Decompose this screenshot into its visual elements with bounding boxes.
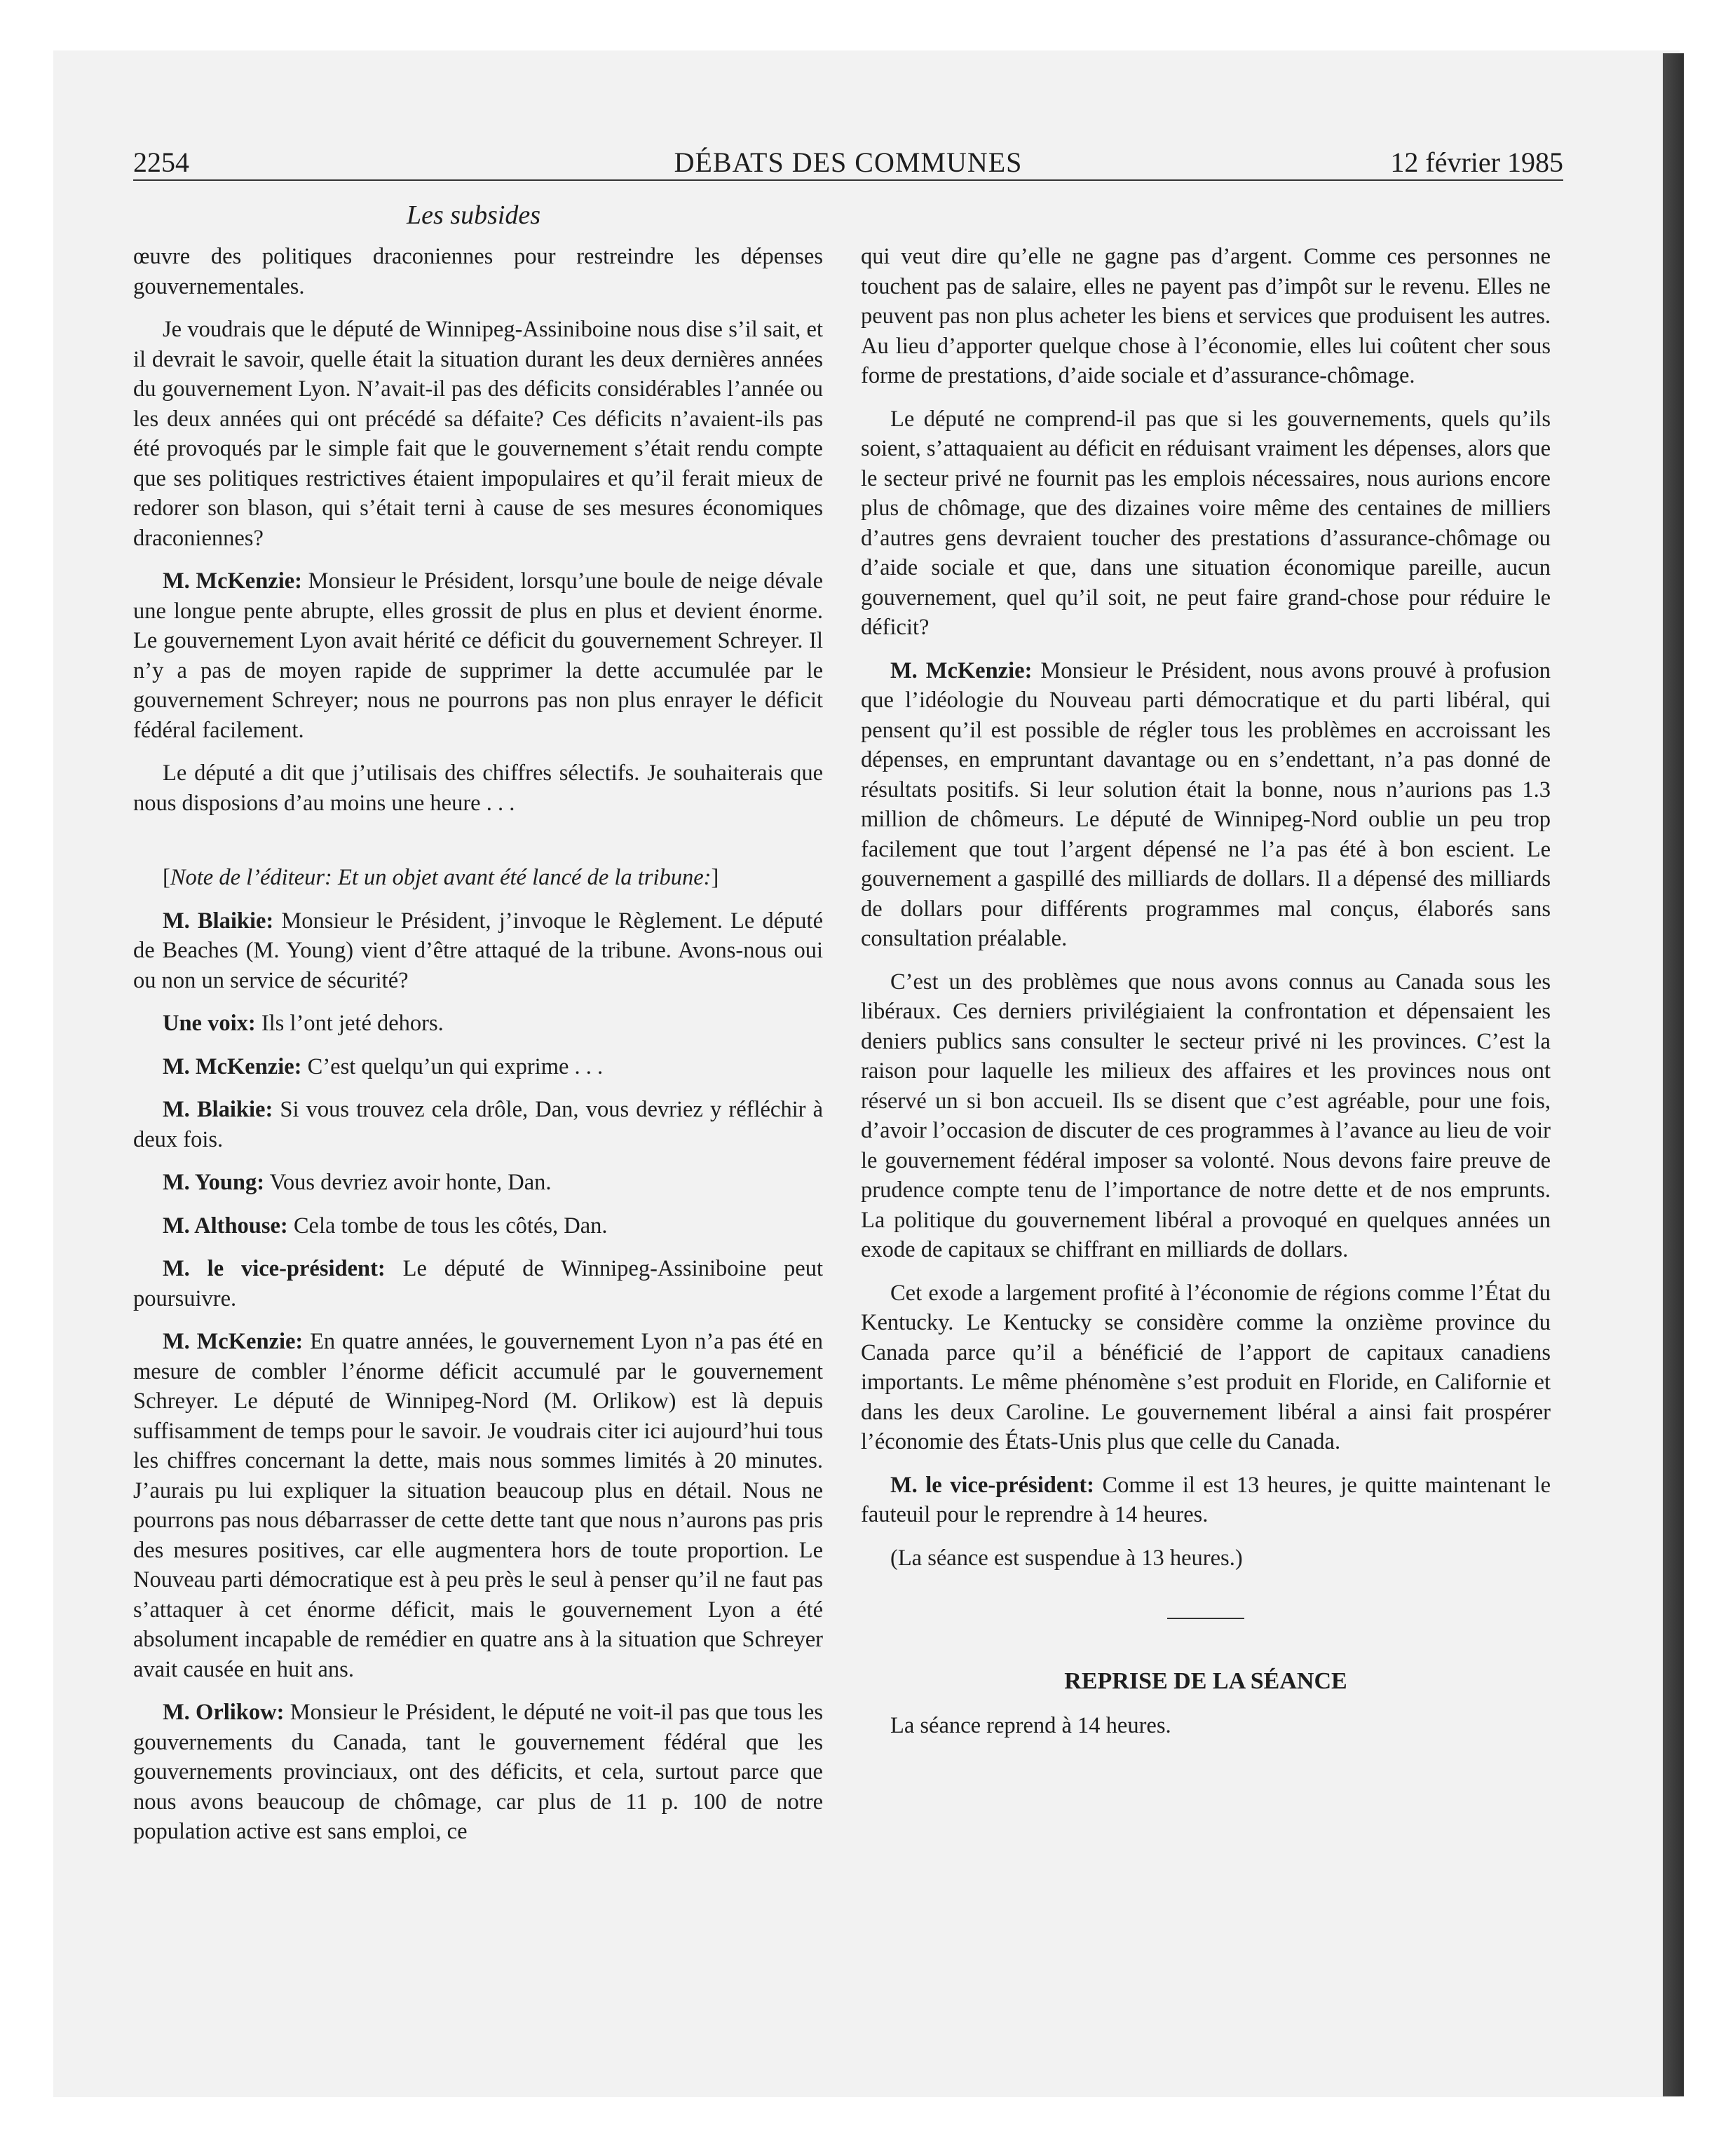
speaker-name: M. Young: [163, 1170, 265, 1195]
speech-text: Si vous trouvez cela drôle, Dan, vous devriez y réfléchir à deux fois. [133, 1097, 823, 1152]
running-header [133, 146, 1563, 181]
speech-text: C’est quelqu’un qui exprime . . . [307, 1053, 604, 1079]
speaker-name: M. Blaikie: [163, 908, 274, 934]
publication-date: 12 février 1985 [1390, 146, 1563, 178]
note-bracket-open: [ [163, 865, 170, 890]
speaker-name: M. Althouse: [163, 1213, 288, 1239]
speech-text: Vous devriez avoir honte, Dan. [269, 1170, 552, 1195]
paragraph: Le député ne comprend-il pas que si les gouvernements, quels qu’ils soient, s’attaquaient au déficit en réduisant vraiment les dépenses, alors que le secteur privé ne fournit pas les emplois nécessaires, nous aurions encore plus de chômage, que des dizaines voire même des centaines de milliers d’autres gens devraient toucher des prestations d’assurance-chômage ou d’aide sociale et que, dans une situation économique pareille, aucun gouvernement, quel qu’il soit, ne peut faire grand-chose pour réduire le déficit? [861, 406, 1551, 640]
speaker-name: M. McKenzie: [163, 1329, 304, 1354]
speech-text: Monsieur le Président, lorsqu’une boule de neige dévale une longue pente abrupte, elles grossit de plus en plus et devient énorme. Le gouvernement Lyon avait hérité ce déficit du gouvernement Schreyer. Il n’y a pas de moyen rapide de supprimer la dette accumulée par le gouvernement Schreyer; nous ne pourrons pas non plus enrayer le déficit fédéral facilement. [133, 568, 824, 743]
speaker-name: M. Orlikow: [163, 1700, 285, 1725]
speaker-name: M. Blaikie: [163, 1097, 273, 1122]
paragraph: Je voudrais que le député de Winnipeg-Assiniboine nous dise s’il sait, et il devrait le savoir, quelle était la situation durant les deux dernières années du gouvernement Lyon. N’avait-il pas des déficits considérables l’année ou les deux années qui ont précédé sa défaite? Ces déficits n’avaient-ils pas été provoqués par le simple fait que le gouvernement s’était rendu compte que ses politiques restrictives étaient impopulaires et qu’il ferait mieux de redorer son blason, qui s’était terni à cause de ses mesures économiques draconiennes? [133, 317, 823, 551]
paragraph [133, 1009, 823, 1039]
paragraph [133, 1254, 823, 1314]
paragraph [133, 1211, 823, 1241]
speech-text: Le député de Winnipeg-Assiniboine peut poursuivre. [133, 1256, 824, 1311]
left-column [133, 242, 823, 1860]
section-divider [1167, 1618, 1244, 1619]
paragraph: C’est un des problèmes que nous avons connus au Canada sous les libéraux. Ces derniers privilégiaient la confrontation et dépensaient les deniers publics sans consulter le secteur privé ni les provinces. C’est la raison pour laquelle les milieux des affaires et les provinces nous ont réservé un si bon accueil. Ils se disent que c’est agréable, pour une fois, d’avoir l’occasion de discuter de ces programmes à l’avance au lieu de voir le gouvernement fédéral imposer sa volonté. Nous devons faire preuve de prudence compte tenu de l’importance de notre dette et de nos emprunts. La politique du gouvernement libéral a provoqué en quelques années un exode de capitaux se chiffrant en milliards de dollars. [861, 969, 1551, 1262]
right-column [861, 242, 1551, 1754]
paragraph [133, 566, 823, 745]
speech-text: Monsieur le Président, le député ne voit-il pas que tous les gouvernements du Canada, tant le gouvernement fédéral que les gouvernements provinciaux, ont des déficits, et cela, surtout parce que nous avons beaucoup de chômage, car plus de 11 p. 100 de notre population active est sans emploi, ce [133, 1700, 823, 1844]
speaker-name: M. McKenzie: [163, 1053, 302, 1079]
paragraph: Cet exode a largement profité à l’économie de régions comme l’État du Kentucky. Le Kentucky se considère comme la onzième province du Canada parce qu’il a bénéficié de l’apport de capitaux canadiens importants. Le même phénomène s’est produit en Floride, en Californie et dans les deux Caroline. Le gouvernement libéral a ainsi fait prospérer l’économie des États-Unis plus que celle du Canada. [861, 1280, 1551, 1454]
paragraph [133, 1095, 823, 1154]
paragraph [861, 656, 1551, 954]
paragraph: La séance reprend à 14 heures. [890, 1712, 1171, 1738]
paragraph: Le député a dit que j’utilisais des chiffres sélectifs. Je souhaiterais que nous disposions d’au moins une heure . . . [133, 760, 823, 816]
editor-note [133, 863, 823, 893]
speaker-name: Une voix: [163, 1011, 256, 1036]
section-title: Les subsides [407, 200, 541, 230]
speech-text: Ils l’ont jeté dehors. [261, 1011, 444, 1036]
speaker-name: M. le vice-président: [890, 1472, 1094, 1498]
section-heading: REPRISE DE LA SÉANCE [1064, 1668, 1347, 1694]
note-bracket-close: ] [711, 865, 719, 890]
paragraph [133, 1327, 823, 1684]
speaker-name: M. McKenzie: [163, 568, 302, 594]
page-number: 2254 [133, 146, 189, 178]
note-text: Note de l’éditeur: Et un objet avant été lancé de la tribune: [170, 865, 712, 890]
speech-text: En quatre années, le gouvernement Lyon n’a pas été en mesure de combler l’énorme déficit accumulé par le gouvernement Schreyer. Le député de Winnipeg-Nord (M. Orlikow) est là depuis suffisamment de temps pour le savoir. Je voudrais citer ici aujourd’hui tous les chiffres concernant la dette, mais nous sommes limités à 20 minutes. J’aurais pu lui expliquer la situation beaucoup plus en détail. Nous ne pourrons pas nous débarrasser de cette dette tant que nous n’aurons pas pris des mesures positives, car elle augmentera hors de toute proportion. Le Nouveau parti démocratique est à peu près le seul à penser qu’il ne faut pas s’attaquer à cet énorme déficit, mais le gouvernement Lyon a été absolument incapable de remédier en quatre ans à la situation que Schreyer avait causée en huit ans. [133, 1329, 823, 1682]
page-binding-edge [1663, 53, 1684, 2096]
speaker-name: M. McKenzie: [890, 657, 1033, 683]
paragraph [133, 906, 823, 996]
paragraph [133, 1052, 823, 1082]
paragraph [133, 1698, 823, 1847]
speaker-name: M. le vice-président: [163, 1256, 386, 1281]
paragraph [861, 1471, 1551, 1530]
publication-title: DÉBATS DES COMMUNES [674, 146, 1023, 178]
paragraph: œuvre des politiques draconiennes pour restreindre les dépenses gouvernementales. [133, 244, 823, 299]
paragraph: qui veut dire qu’elle ne gagne pas d’argent. Comme ces personnes ne touchent pas de salaire, elles ne payent pas d’impôt sur le revenu. Elles ne peuvent pas non plus acheter les biens et services que produisent les autres. Au lieu d’apporter quelque chose à l’économie, elles lui coûtent cher sous forme de prestations, d’aide sociale et d’assurance-chômage. [861, 244, 1551, 388]
speech-text: Monsieur le Président, j’invoque le Règlement. Le député de Beaches (M. Young) vient d’être attaqué de la tribune. Avons-nous oui ou non un service de sécurité? [133, 908, 824, 993]
speech-text: Monsieur le Président, nous avons prouvé à profusion que l’idéologie du Nouveau parti démocratique et du parti libéral, qui pensent qu’il est possible de régler tous les problèmes en accroissant les dépenses, en empruntant davantage ou en s’endettant, n’a pas donné de résultats positifs. Si leur solution était la bonne, nous n’aurions pas 1.3 million de chômeurs. Le député de Winnipeg-Nord oublie un peu trop facilement que tout l’argent dépensé ne l’a pas été à bon escient. Le gouvernement a gaspillé des milliards de dollars. Il a dépensé des milliards de dollars pour différents programmes mal conçus, élaborés sans consultation préalable. [861, 657, 1551, 951]
speech-text: Comme il est 13 heures, je quitte maintenant le fauteuil pour le reprendre à 14 heures. [861, 1472, 1551, 1527]
paragraph: (La séance est suspendue à 13 heures.) [890, 1545, 1243, 1571]
speech-text: Cela tombe de tous les côtés, Dan. [293, 1213, 608, 1239]
paragraph [133, 1168, 823, 1198]
